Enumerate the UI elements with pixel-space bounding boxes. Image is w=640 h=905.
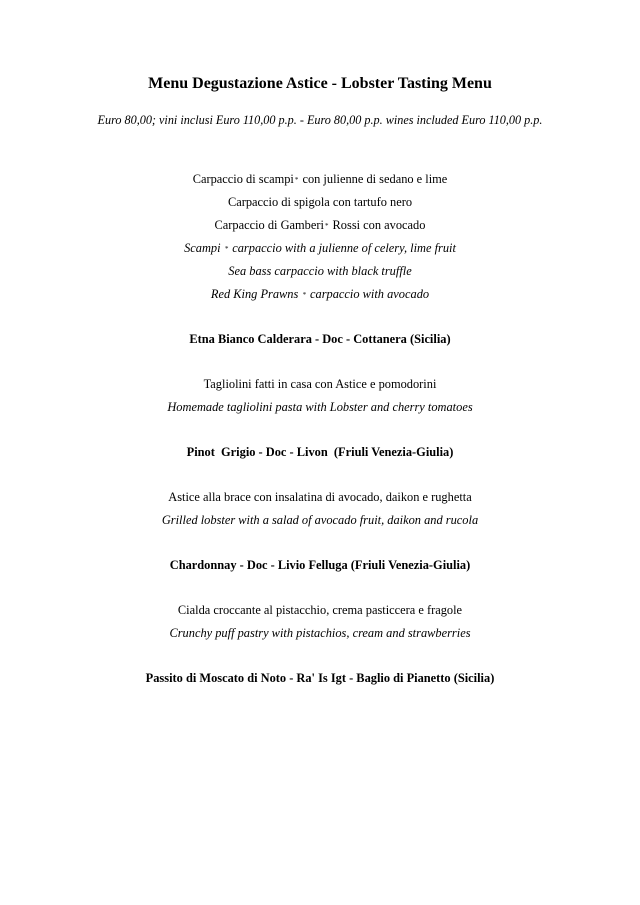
main-course-it: Astice alla brace con insalatina di avocado, daikon e rughetta [168, 490, 472, 504]
dessert-it: Cialda croccante al pistacchio, crema pasticcera e fragole [177, 603, 463, 617]
starter-en-3 [0, 288, 640, 300]
starter-en-3-part-a: Red King Prawns [210, 287, 302, 301]
starter-it-3-part-b: Rossi con avocado [329, 218, 426, 232]
wine-pairing-2-text: Pinot Grigio - Doc - Livon (Friuli Venezia-Giulia) [186, 445, 454, 459]
wine-pairing-1: Etna Bianco Calderara - Doc - Cottanera (Sicilia) [189, 332, 451, 346]
starter-en-1-part-a: Scampi [184, 241, 224, 255]
asterisk-mark: * [324, 222, 329, 230]
asterisk-mark: * [224, 245, 229, 253]
starter-en-2: Sea bass carpaccio with black truffle [228, 264, 412, 278]
starter-en-3-part-b: carpaccio with avocado [306, 287, 430, 301]
menu-title: Menu Degustazione Astice - Lobster Tasting Menu [148, 75, 492, 92]
wine-pairing-3: Chardonnay - Doc - Livio Felluga (Friuli Venezia-Giulia) [169, 558, 471, 572]
starter-it-3 [0, 219, 640, 231]
asterisk-mark: * [302, 291, 306, 299]
pasta-it: Tagliolini fatti in casa con Astice e pomodorini [203, 377, 437, 391]
wine-pairing-2 [0, 446, 640, 458]
dessert-en: Crunchy puff pastry with pistachios, cream and strawberries [169, 626, 471, 640]
asterisk-mark: * [294, 176, 299, 184]
wine-pairing-4: Passito di Moscato di Noto - Ra' Is Igt - Baglio di Pianetto (Sicilia) [145, 671, 495, 685]
starter-it-1-part-b: con julienne di sedano e lime [299, 172, 448, 186]
starter-en-1 [0, 242, 640, 254]
starter-it-1-part-a: Carpaccio di scampi [192, 172, 294, 186]
starter-it-2: Carpaccio di spigola con tartufo nero [227, 195, 413, 209]
main-course-en: Grilled lobster with a salad of avocado fruit, daikon and rucola [161, 513, 479, 527]
price-line: Euro 80,00; vini inclusi Euro 110,00 p.p. - Euro 80,00 p.p. wines included Euro 110,00 p.p. [97, 113, 543, 127]
starter-it-3-part-a: Carpaccio di Gamberi [214, 218, 324, 232]
starter-en-1-part-b: carpaccio with a julienne of celery, lime fruit [229, 241, 456, 255]
starter-it-1 [0, 173, 640, 185]
pasta-en: Homemade tagliolini pasta with Lobster and cherry tomatoes [167, 400, 473, 414]
